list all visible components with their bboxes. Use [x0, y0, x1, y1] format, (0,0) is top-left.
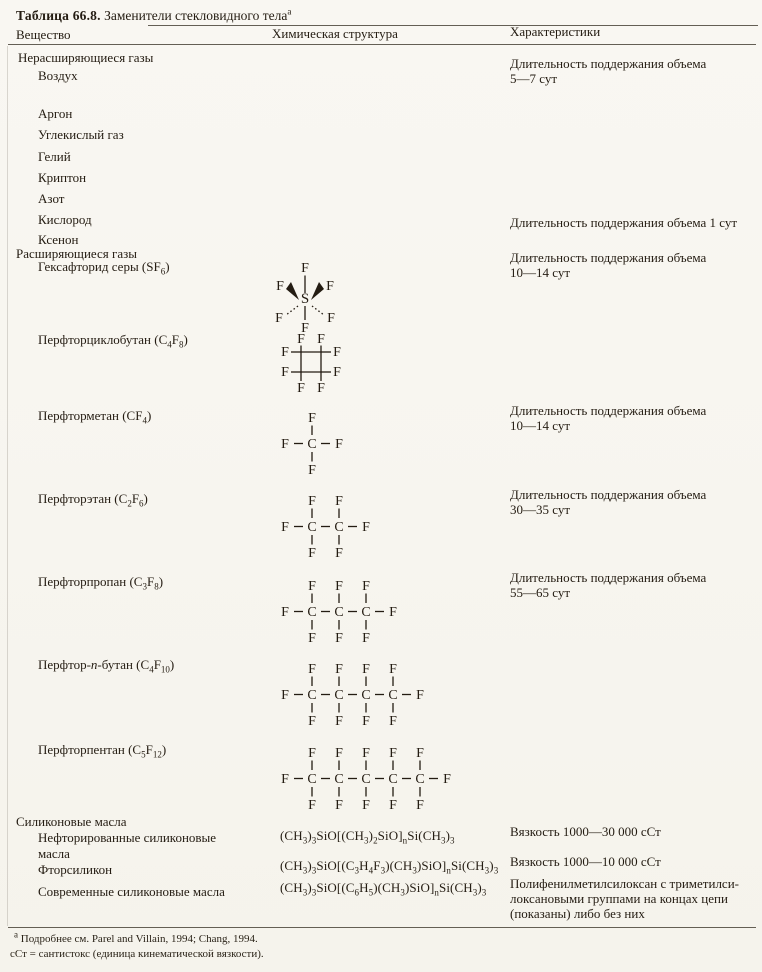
- svg-text:F: F: [281, 605, 289, 620]
- svg-text:C: C: [307, 520, 317, 535]
- header-bottom-rule: [8, 44, 756, 45]
- row-sf6-name: Гексафторид серы $(SF_6)$: [38, 259, 170, 277]
- row-xenon-characteristics: Длительность поддержания объема 1 сут: [510, 215, 738, 230]
- svg-text:F: F: [416, 746, 424, 761]
- structure-c3f8-diagram: [272, 575, 406, 652]
- svg-text:C: C: [388, 688, 398, 703]
- table-number: Таблица 66.8.: [16, 8, 101, 23]
- svg-text:F: F: [308, 631, 316, 646]
- table-title-text: Заменители стекловидного тела: [100, 8, 288, 23]
- svg-text:C: C: [415, 772, 425, 787]
- svg-text:F: F: [301, 321, 309, 334]
- table-title: [16, 8, 291, 24]
- svg-text:F: F: [416, 798, 424, 813]
- svg-text:S: S: [300, 291, 310, 307]
- svg-text:C: C: [334, 772, 344, 787]
- svg-text:F: F: [333, 345, 341, 360]
- table-bottom-rule: [8, 927, 756, 928]
- column-header-structure: Химическая структура: [272, 26, 398, 41]
- row-xenon-name: Ксенон: [38, 232, 79, 247]
- svg-text:F: F: [333, 365, 341, 380]
- svg-text:F: F: [281, 520, 289, 535]
- svg-text:C: C: [361, 688, 371, 703]
- scan-edge-artifact: [7, 46, 8, 926]
- svg-text:F: F: [362, 579, 370, 594]
- row-modern-silicone-formula: $(CH_3)_3SiO[(C_6H_5)(CH_3)SiO]_nSi(CH_3)_3$: [280, 880, 487, 898]
- svg-text:F: F: [362, 662, 370, 677]
- svg-text:F: F: [297, 381, 305, 396]
- svg-text:F: F: [327, 311, 335, 326]
- svg-text:F: F: [326, 279, 334, 294]
- svg-text:F: F: [416, 688, 424, 703]
- section-header-expanding-gases: Расширяющиеся газы: [16, 246, 137, 261]
- header-top-rule: [148, 25, 758, 26]
- svg-text:C: C: [334, 520, 344, 535]
- row-c2f6-name: Перфторэтан $(C_2F_6)$: [38, 491, 148, 509]
- svg-text:F: F: [308, 546, 316, 561]
- svg-text:F: F: [308, 746, 316, 761]
- row-sf6-characteristics: Длительность поддержания объема 10—14 сут: [510, 250, 707, 280]
- svg-text:F: F: [335, 579, 343, 594]
- row-cf4-name: Перфторметан $(CF_4)$: [38, 408, 152, 426]
- column-header-characteristics: Характеристики: [510, 24, 601, 39]
- svg-text:F: F: [389, 746, 397, 761]
- svg-text:C: C: [307, 688, 317, 703]
- structure-c5f12-diagram: [272, 742, 460, 819]
- svg-text:F: F: [335, 546, 343, 561]
- svg-text:C: C: [307, 772, 317, 787]
- svg-text:F: F: [308, 579, 316, 594]
- table-title-footnote-mark: a: [287, 6, 292, 17]
- structure-cf4-diagram: [272, 407, 352, 484]
- svg-text:F: F: [362, 798, 370, 813]
- row-air-characteristics: Длительность поддержания объема 5—7 сут: [510, 56, 707, 86]
- svg-text:F: F: [362, 631, 370, 646]
- svg-text:F: F: [281, 365, 289, 380]
- svg-text:C: C: [388, 772, 398, 787]
- svg-text:C: C: [334, 688, 344, 703]
- svg-text:F: F: [308, 411, 316, 426]
- row-modern-silicone-name: Современные силиконовые масла: [38, 884, 225, 899]
- svg-text:F: F: [317, 381, 325, 396]
- svg-text:F: F: [335, 437, 343, 452]
- row-co2-name: Углекислый газ: [38, 127, 124, 142]
- svg-text:C: C: [334, 605, 344, 620]
- svg-text:F: F: [308, 798, 316, 813]
- svg-text:F: F: [335, 662, 343, 677]
- svg-text:F: F: [275, 311, 283, 326]
- svg-text:F: F: [308, 463, 316, 478]
- row-oxygen-name: Кислород: [38, 212, 92, 227]
- svg-text:F: F: [308, 662, 316, 677]
- row-fluorosilicone-formula: $(CH_3)_3SiO[(C_3H_4F_3)(CH_3)SiO]_nSi(CH_3)_3$: [280, 858, 499, 876]
- svg-text:F: F: [335, 798, 343, 813]
- svg-text:F: F: [281, 345, 289, 360]
- svg-text:F: F: [301, 261, 309, 276]
- row-c3f8-name: Перфторпропан $(C_3F_8)$: [38, 574, 164, 592]
- svg-text:C: C: [361, 605, 371, 620]
- row-fluorosilicone-name: Фторсиликон: [38, 862, 113, 877]
- svg-text:F: F: [335, 631, 343, 646]
- row-air-name: Воздух: [38, 68, 78, 83]
- svg-text:F: F: [281, 772, 289, 787]
- row-c4f8-name: Перфторциклобутан $(C_4F_8)$: [38, 332, 188, 350]
- row-c5f12-name: Перфторпентан $(C_5F_{12})$: [38, 742, 167, 760]
- svg-text:F: F: [281, 437, 289, 452]
- svg-text:F: F: [362, 714, 370, 729]
- svg-text:F: F: [297, 332, 305, 347]
- svg-text:F: F: [335, 746, 343, 761]
- svg-text:F: F: [281, 688, 289, 703]
- row-c4f10-name: Перфтор-n-бутан $(C_4F_{10})$: [38, 657, 175, 675]
- row-argon-name: Аргон: [38, 106, 73, 121]
- row-nonfluorinated-formula: $(CH_3)_3SiO[(CH_3)_2SiO]_nSi(CH_3)_3$: [280, 828, 455, 846]
- svg-text:C: C: [361, 772, 371, 787]
- section-header-nonexpanding-gases: Нерасширяющиеся газы: [18, 50, 154, 65]
- row-c2f6-characteristics: Длительность поддержания объема 30—35 сут: [510, 487, 707, 517]
- row-nitrogen-name: Азот: [38, 191, 65, 206]
- row-krypton-name: Криптон: [38, 170, 87, 185]
- svg-text:C: C: [307, 437, 317, 452]
- row-modern-silicone-characteristics: Полифенилметилсилоксан с триметилси- локсановыми группами на концах цепи (показаны) либо без них: [510, 876, 739, 921]
- svg-text:F: F: [308, 494, 316, 509]
- row-helium-name: Гелий: [38, 149, 71, 164]
- row-c3f8-characteristics: Длительность поддержания объема 55—65 сут: [510, 570, 707, 600]
- svg-text:F: F: [389, 662, 397, 677]
- structure-c4f8-ring-diagram: [271, 330, 351, 401]
- structure-sf6-diagram: [255, 256, 355, 339]
- svg-text:F: F: [362, 520, 370, 535]
- svg-text:F: F: [335, 494, 343, 509]
- footnote-references: $^a$ Подробнее см. Parel and Villain, 1994; Chang, 1994.: [14, 929, 258, 945]
- row-nonfluorinated-name: Нефторированные силиконовые масла: [38, 830, 217, 861]
- svg-text:F: F: [308, 714, 316, 729]
- structure-c2f6-diagram: [272, 490, 379, 567]
- row-nonfluorinated-characteristics: Вязкость 1000—30 000 сСт: [510, 824, 661, 839]
- svg-text:C: C: [307, 605, 317, 620]
- section-header-silicone-oils: Силиконовые масла: [16, 814, 127, 829]
- svg-text:F: F: [276, 279, 284, 294]
- svg-text:F: F: [362, 746, 370, 761]
- svg-text:F: F: [317, 332, 325, 347]
- row-cf4-characteristics: Длительность поддержания объема 10—14 сут: [510, 403, 707, 433]
- footnote-cst-definition: сСт = сантистокс (единица кинематической вязкости).: [10, 948, 264, 960]
- column-header-substance: Вещество: [16, 27, 71, 42]
- svg-text:F: F: [389, 714, 397, 729]
- svg-text:F: F: [389, 605, 397, 620]
- svg-text:F: F: [335, 714, 343, 729]
- row-fluorosilicone-characteristics: Вязкость 1000—10 000 сСт: [510, 854, 661, 869]
- svg-text:F: F: [443, 772, 451, 787]
- structure-c4f10-diagram: [272, 658, 433, 735]
- svg-text:F: F: [389, 798, 397, 813]
